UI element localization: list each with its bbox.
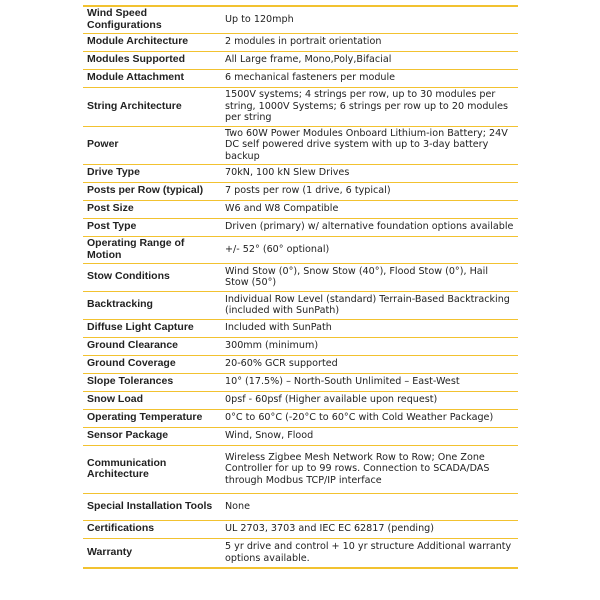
table-row bbox=[83, 493, 518, 520]
table-row bbox=[83, 373, 518, 391]
row-label: Ground Clearance bbox=[83, 337, 221, 355]
row-value: 10° (17.5%) – North-South Unlimited – East-West bbox=[221, 373, 518, 391]
row-value: 300mm (minimum) bbox=[221, 337, 518, 355]
row-value: Included with SunPath bbox=[221, 319, 518, 337]
row-value: 2 modules in portrait orientation bbox=[221, 33, 518, 51]
row-label: Wind Speed Configurations bbox=[83, 6, 221, 33]
row-value: Individual Row Level (standard) Terrain-Based Backtracking (included with SunPath) bbox=[221, 291, 518, 319]
row-label: Snow Load bbox=[83, 391, 221, 409]
row-value: None bbox=[221, 493, 518, 520]
row-label: Posts per Row (typical) bbox=[83, 182, 221, 200]
table-row bbox=[83, 236, 518, 263]
table-row bbox=[83, 409, 518, 427]
row-value: Wireless Zigbee Mesh Network Row to Row; One Zone Controller for up to 99 rows. Connection to SCADA/DAS through Modbus TCP/IP interface bbox=[221, 445, 518, 493]
table-row bbox=[83, 200, 518, 218]
row-value: 70kN, 100 kN Slew Drives bbox=[221, 164, 518, 182]
row-label: Post Size bbox=[83, 200, 221, 218]
row-label: Certifications bbox=[83, 520, 221, 538]
row-label: Diffuse Light Capture bbox=[83, 319, 221, 337]
table-row bbox=[83, 164, 518, 182]
spec-table bbox=[83, 5, 518, 569]
row-value: All Large frame, Mono,Poly,Bifacial bbox=[221, 51, 518, 69]
row-label: Post Type bbox=[83, 218, 221, 236]
row-label: Module Architecture bbox=[83, 33, 221, 51]
table-row bbox=[83, 6, 518, 33]
row-value: Two 60W Power Modules Onboard Lithium-ion Battery; 24V DC self powered drive system with up to 3-day battery backup bbox=[221, 126, 518, 164]
row-value: UL 2703, 3703 and IEC EC 62817 (pending) bbox=[221, 520, 518, 538]
table-row bbox=[83, 218, 518, 236]
table-row bbox=[83, 33, 518, 51]
row-label: Warranty bbox=[87, 546, 133, 558]
row-value: 1500V systems; 4 strings per row, up to 30 modules per string, 1000V Systems; 6 strings per row up to 20 modules per string bbox=[221, 87, 518, 126]
table-row bbox=[83, 126, 518, 164]
row-label: String Architecture bbox=[83, 87, 221, 126]
table-row bbox=[83, 337, 518, 355]
table-row bbox=[83, 263, 518, 291]
row-label: Module Attachment bbox=[83, 69, 221, 87]
row-value: 5 yr drive and control + 10 yr structure Additional warranty options available. bbox=[225, 541, 512, 564]
table-row bbox=[83, 538, 518, 568]
row-label: Drive Type bbox=[83, 164, 221, 182]
row-value: +/- 52° (60° optional) bbox=[221, 236, 518, 263]
table-row bbox=[83, 427, 518, 445]
row-value: 6 mechanical fasteners per module bbox=[221, 69, 518, 87]
row-value: Up to 120mph bbox=[221, 6, 518, 33]
table-row bbox=[83, 87, 518, 126]
row-value: Driven (primary) w/ alternative foundation options available bbox=[221, 218, 518, 236]
table-row bbox=[83, 182, 518, 200]
row-label: Ground Coverage bbox=[83, 355, 221, 373]
table-row bbox=[83, 445, 518, 493]
row-value: Wind Stow (0°), Snow Stow (40°), Flood Stow (0°), Hail Stow (50°) bbox=[221, 263, 518, 291]
row-value: 0°C to 60°C (-20°C to 60°C with Cold Weather Package) bbox=[221, 409, 518, 427]
row-label: Stow Conditions bbox=[83, 263, 221, 291]
table-row bbox=[83, 520, 518, 538]
row-value: 20-60% GCR supported bbox=[221, 355, 518, 373]
row-value: 7 posts per row (1 drive, 6 typical) bbox=[221, 182, 518, 200]
row-label: Backtracking bbox=[83, 291, 221, 319]
table-row bbox=[83, 291, 518, 319]
row-value: Wind, Snow, Flood bbox=[221, 427, 518, 445]
table-row bbox=[83, 391, 518, 409]
table-row bbox=[83, 319, 518, 337]
row-label: Operating Range of Motion bbox=[83, 236, 221, 263]
row-label: Power bbox=[83, 126, 221, 164]
table-row bbox=[83, 51, 518, 69]
row-label: Communication Architecture bbox=[83, 445, 221, 493]
row-label: Sensor Package bbox=[83, 427, 221, 445]
row-value: W6 and W8 Compatible bbox=[221, 200, 518, 218]
row-label: Operating Temperature bbox=[83, 409, 221, 427]
table-row bbox=[83, 355, 518, 373]
row-label: Modules Supported bbox=[83, 51, 221, 69]
row-label: Special Installation Tools bbox=[83, 493, 221, 520]
row-label: Slope Tolerances bbox=[83, 373, 221, 391]
row-value: 0psf - 60psf (Higher available upon request) bbox=[221, 391, 518, 409]
table-row bbox=[83, 69, 518, 87]
